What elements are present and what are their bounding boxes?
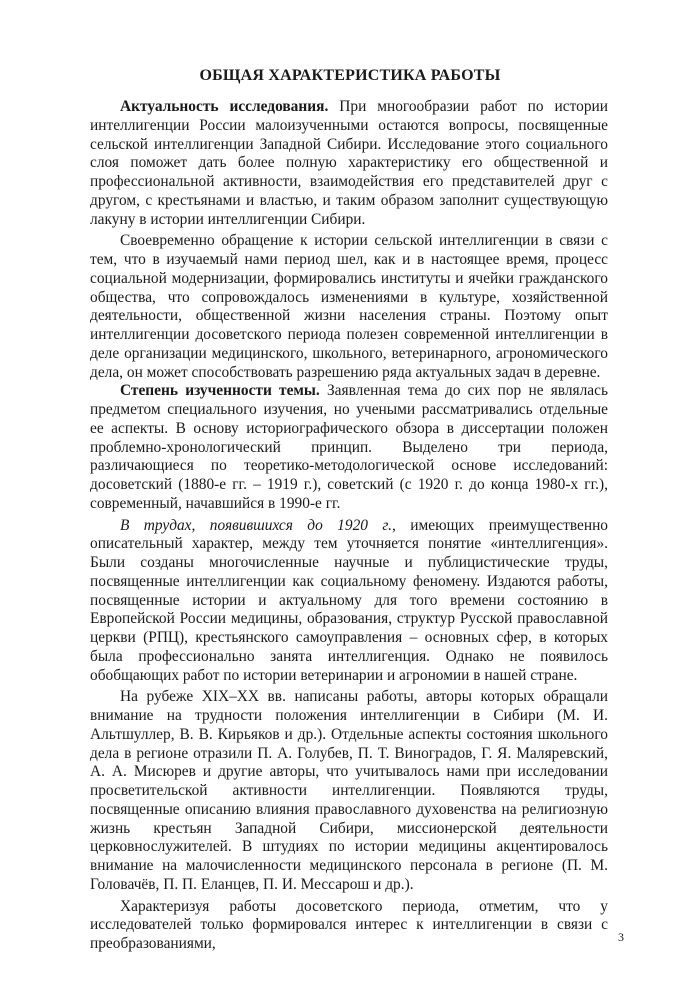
paragraph-pre-1920-works xyxy=(90,517,608,686)
body-text xyxy=(90,98,608,954)
italic-phrase: В трудах, появившихся до 1920 г. xyxy=(120,516,393,534)
runin-heading-degree-of-study: Степень изученности темы. xyxy=(120,382,320,400)
runin-heading-relevance: Актуальность исследования. xyxy=(120,98,329,115)
section-title: ОБЩАЯ ХАРАКТЕРИСТИКА РАБОТЫ xyxy=(199,67,501,84)
paragraph-text: , имеющих преимущественно описательный характер, между тем уточняется понятие «интеллигенция». Были созданы многочисленные научные и публицистические труды, посвященные интеллигенции как социальному феномену. Издаются работы, посвященные истории и актуальному для того времени состоянию в Европейской России медицины, образования, структур Русской православной церкви (РПЦ), крестьянского самоуправления – основных сфер, в которых была профессионально занята интеллигенция. Однако не появилось обобщающих работ по истории ветеринарии и агрономии в нашей стране. xyxy=(90,516,609,684)
paragraph-text: Заявленная тема до сих пор не являлась предметом специального изучения, но учеными рассматривались отдельные ее аспекты. В основу историографического обзора в диссертации положен проблемно-хронологический принцип. Выделено три периода, различающиеся по теоретико-методологической основе исследований: досоветский (1880-е гг. – 1919 г.), советский (с 1920 г. до конца 1980-х гг.), современный, начавшийся в 1990-е гг. xyxy=(90,382,608,512)
paragraph-timeliness xyxy=(90,232,608,382)
paragraph-pre-soviet-summary xyxy=(90,898,608,954)
paragraph-text: При многообразии работ по истории интеллигенции России малоизученными остаются вопросы, посвященные сельской интеллигенции Западной Сибири. Исследование этого социального слоя поможет дать более полную характеристику его общественной и профессиональной активности, взаимодействия его представителей друг с другом, с крестьянами и властью, и таким образом заполнит существующую лакуну в истории интеллигенции Сибири. xyxy=(90,98,608,228)
paragraph-relevance xyxy=(90,98,608,229)
paragraph-text: Характеризуя работы досоветского периода, отметим, что у исследователей только формировался интерес к интеллигенции в связи с преобразованиями, xyxy=(90,897,608,952)
paragraph-text: На рубеже XIX–XX вв. написаны работы, авторы которых обращали внимание на трудности положения интеллигенции в Сибири (М. И. Альтшуллер, В. В. Кирьяков и др.). Отдельные аспекты состояния школьного дела в регионе отразили П. А. Голубев, П. Т. Виноградов, Г. Я. Маляревский, А. А. Мисюрев и другие авторы, что учитывалось нами при исследовании просветительской активности интеллигенции. Появляются труды, посвященные описанию влияния православного духовенства на религиозную жизнь крестьян Западной Сибири, миссионерской деятельности церковнослужителей. В штудиях по истории медицины акцентировалось внимание на малочисленности медицинского персонала в регионе (П. М. Головачёв, П. П. Еланцев, П. И. Мессарош и др.). xyxy=(90,688,608,893)
page-number: 3 xyxy=(618,930,624,944)
paragraph-turn-of-century xyxy=(90,688,608,894)
paragraph-degree-of-study xyxy=(90,382,608,513)
paragraph-text: Своевременно обращение к истории сельской интеллигенции в связи с тем, что в изучаемый нами период шел, как и в настоящее время, процесс социальной модернизации, формировались институты и ячейки гражданского общества, что сопровождалось изменениями в культуре, хозяйственной деятельности, общественной жизни населения страны. Поэтому опыт интеллигенции досоветского периода полезен современной интеллигенции в деле организации медицинского, школьного, ветеринарного, агрономического дела, он может способствовать разрешению ряда актуальных задач в деревне. xyxy=(90,232,608,381)
